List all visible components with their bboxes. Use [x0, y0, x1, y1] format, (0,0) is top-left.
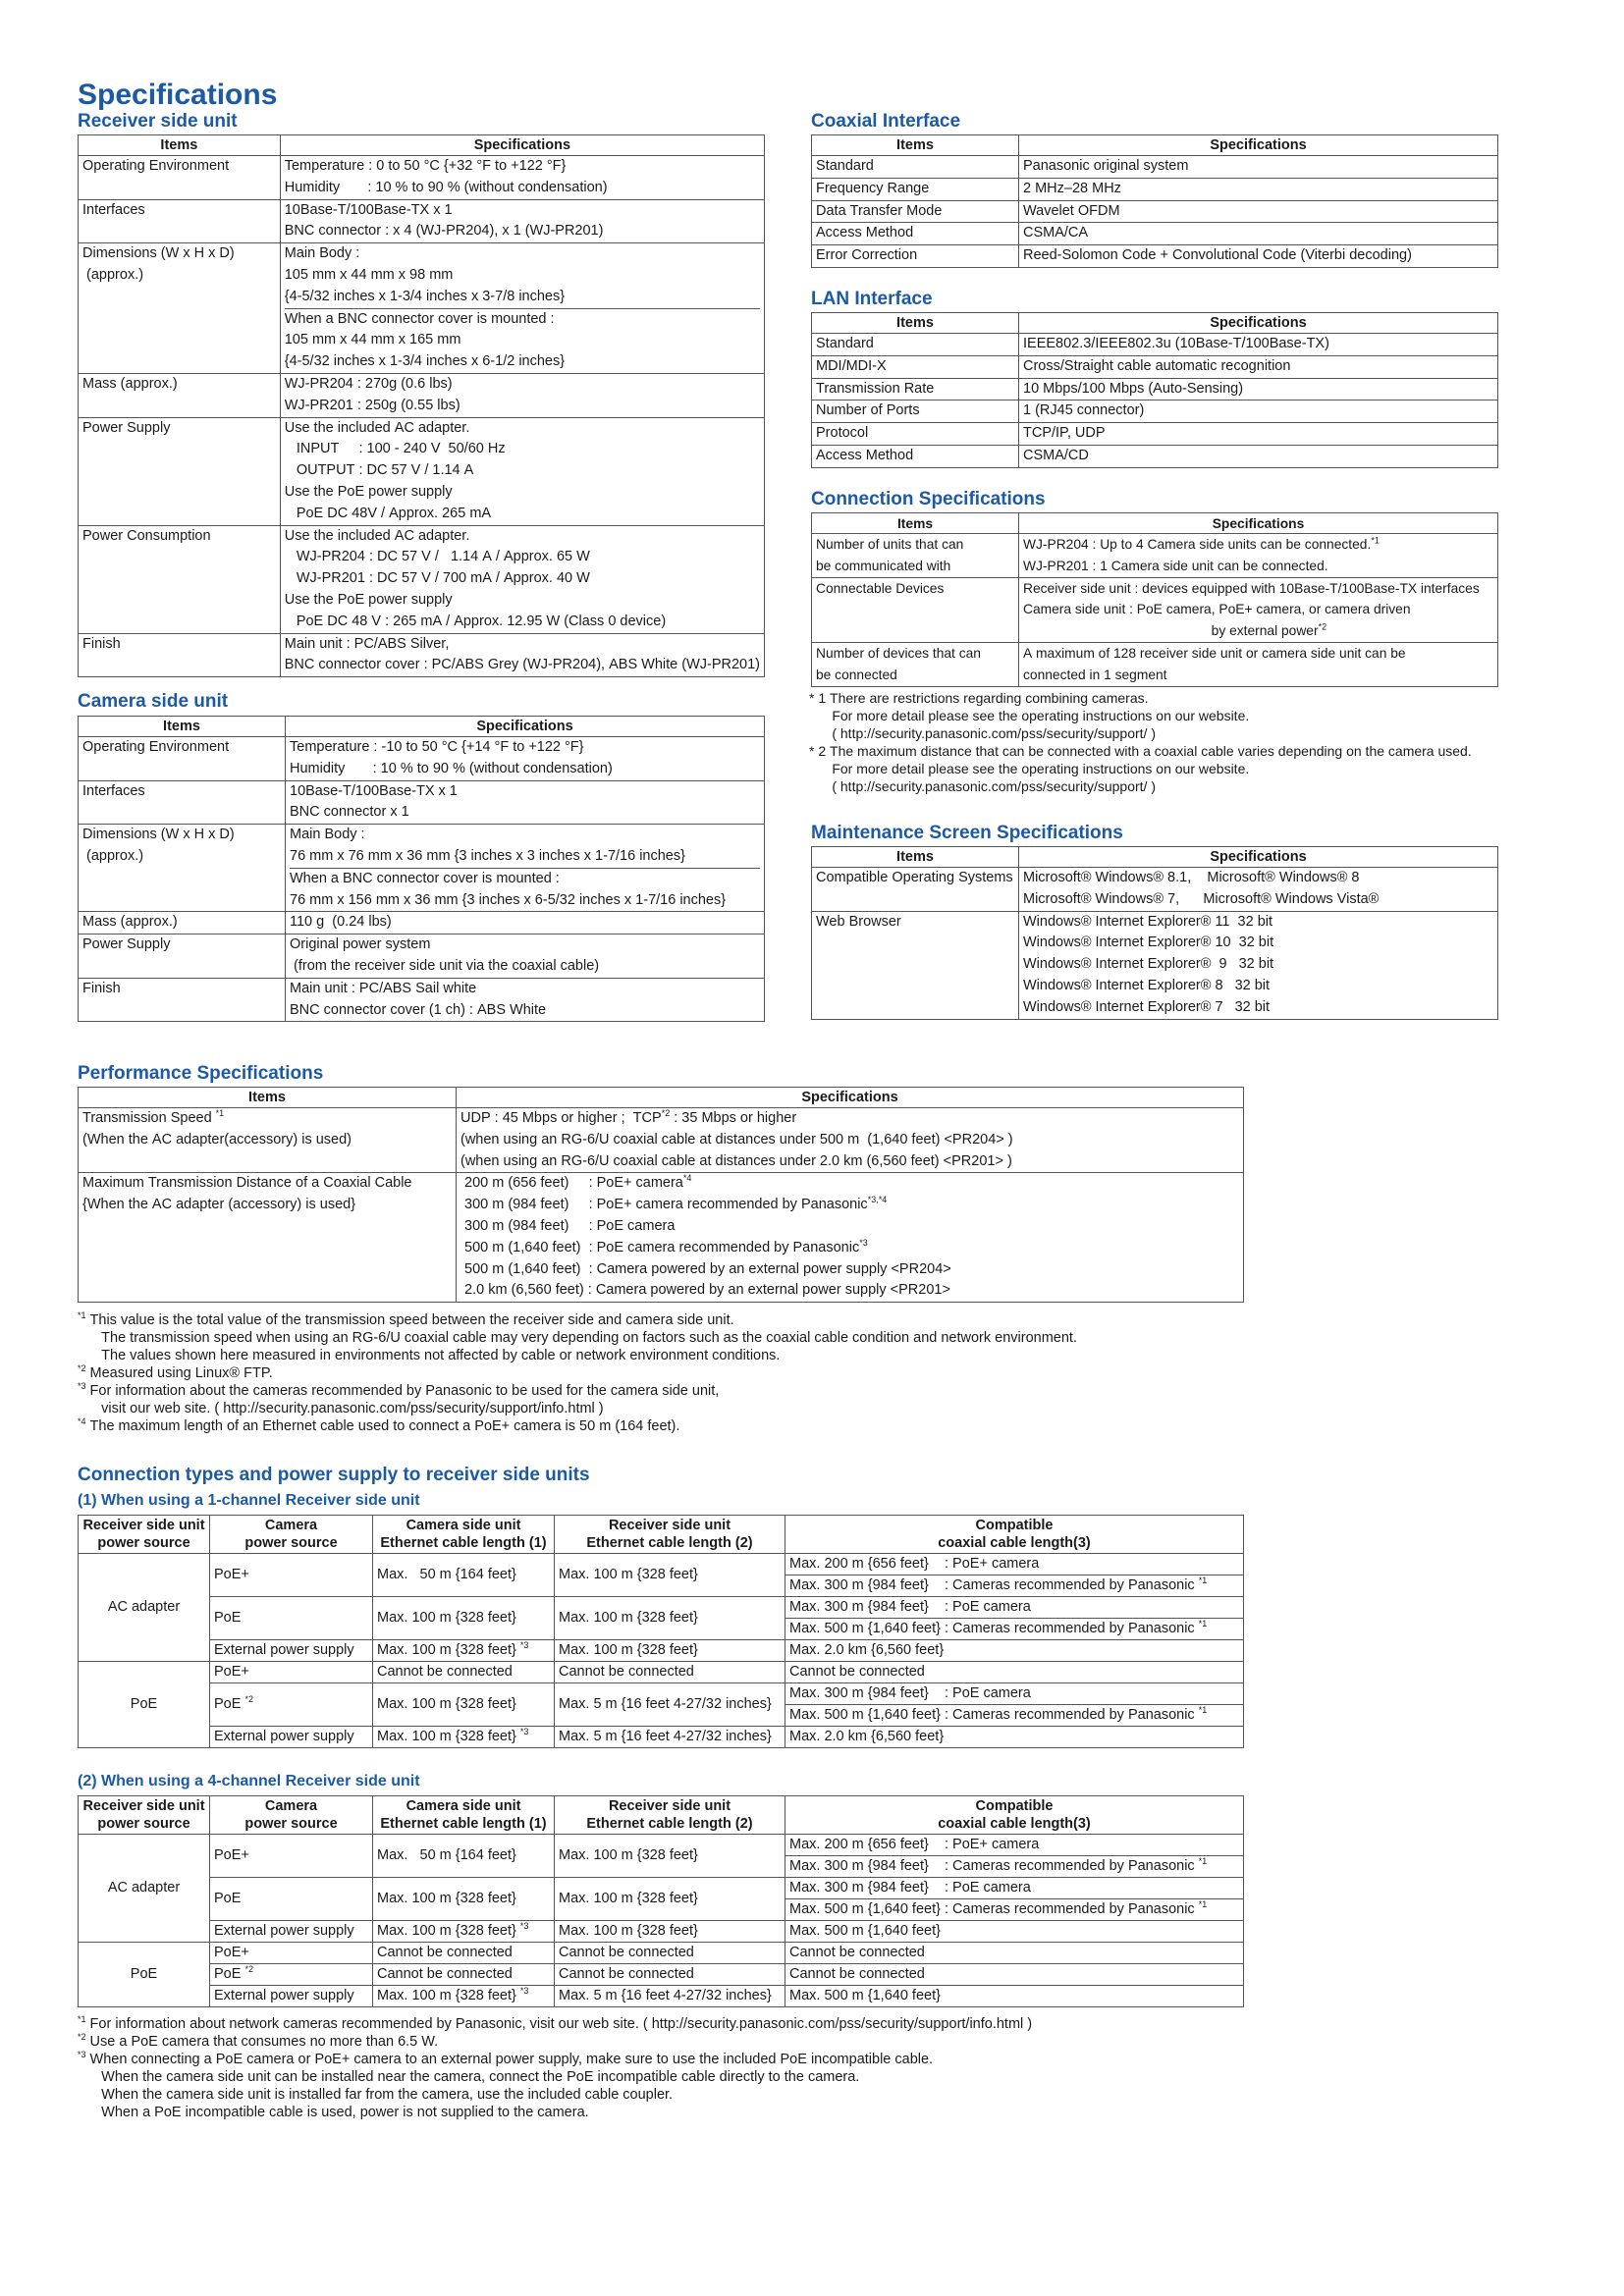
spec-value: UDP : 45 Mbps or higher ; TCP$^{*2}$ : 35 Mbps or higher (when using an RG-6/U coaxial cable at distances under 500 m (1,640 feet) <PR204> ) (when using an RG-6/U coaxial cable at distances under 2.0 km (6,560 feet) <PR201> )	[457, 1108, 1244, 1173]
note-line: The transmission speed when using an RG-6/U coaxial cable may very depending on factors such as the coaxial cable condition and network environment.	[78, 1330, 1077, 1346]
table-row	[812, 355, 1498, 378]
spec-item: Web Browser	[812, 911, 1019, 1019]
spec-value: Temperature : 0 to 50 °C {+32 °F to +122 °F} Humidity : 10 % to 90 % (without condensation)	[280, 156, 764, 200]
spec-item: MDI/MDI-X	[812, 355, 1019, 378]
table-row	[79, 1835, 1244, 1856]
note-line: ( http://security.panasonic.com/pss/security/support/ )	[809, 778, 1156, 794]
table-row	[812, 577, 1498, 642]
lan-heading: LAN Interface	[811, 289, 933, 309]
table-row	[79, 1986, 1244, 2007]
camera-power-cell: PoE+	[210, 1943, 373, 1964]
table-row	[812, 445, 1498, 467]
col-items-header: Items	[812, 513, 1019, 534]
spec-item: Number of Ports	[812, 400, 1019, 423]
spec-value: CSMA/CD	[1019, 445, 1498, 467]
spec-item: Power Supply	[79, 417, 281, 525]
eth1-cell: Max. 100 m {328 feet} $^{*3}$	[373, 1921, 555, 1943]
col-specs-header: Specifications	[280, 135, 764, 156]
spec-item: Connectable Devices	[812, 577, 1019, 642]
column-header: Compatible coaxial cable length(3)	[785, 1796, 1244, 1835]
spec-value: 2 MHz–28 MHz	[1019, 178, 1498, 200]
table-row	[79, 1921, 1244, 1943]
camera-power-cell: External power supply	[210, 1921, 373, 1943]
eth2-cell: Max. 100 m {328 feet}	[555, 1640, 785, 1662]
table-row	[79, 243, 765, 374]
eth2-cell: Max. 5 m {16 feet 4-27/32 inches}	[555, 1683, 785, 1727]
table-row	[79, 373, 765, 417]
camera-power-cell: PoE+	[210, 1662, 373, 1683]
table-row	[79, 1964, 1244, 1986]
spec-item: Access Method	[812, 223, 1019, 245]
note-line: visit our web site. ( http://security.panasonic.com/pss/security/support/info.html )	[78, 1401, 604, 1416]
eth1-cell: Cannot be connected	[373, 1943, 555, 1964]
spec-value: Main Body : 105 mm x 44 mm x 98 mm {4-5/32 inches x 1-3/4 inches x 3-7/8 inches} When a BNC connector cover is mounted : 105 mm x 44 mm x 165 mm {4-5/32 inches x 1-3/4 inches x 6-1/2 inches}	[280, 243, 764, 374]
maintenance-heading: Maintenance Screen Specifications	[811, 823, 1123, 843]
coax-cell: Max. 500 m {1,640 feet}	[785, 1921, 1244, 1943]
receiver-heading: Receiver side unit	[78, 111, 238, 132]
spec-value: 10Base-T/100Base-TX x 1 BNC connector : x 4 (WJ-PR204), x 1 (WJ-PR201)	[280, 199, 764, 243]
connection-heading: Connection Specifications	[811, 489, 1046, 509]
col-specs-header: Specifications	[1019, 313, 1498, 334]
spec-value: Panasonic original system	[1019, 156, 1498, 179]
one-channel-table	[78, 1515, 1244, 1748]
spec-item: Operating Environment	[79, 737, 286, 781]
column-header: Camera side unit Ethernet cable length (1)	[373, 1796, 555, 1835]
spec-value: Reed-Solomon Code + Convolutional Code (Viterbi decoding)	[1019, 245, 1498, 268]
table-row	[79, 1943, 1244, 1964]
spec-item: Data Transfer Mode	[812, 200, 1019, 223]
eth1-cell: Max. 100 m {328 feet}	[373, 1878, 555, 1921]
table-row	[79, 525, 765, 633]
table-row	[79, 1554, 1244, 1575]
performance-spec-table	[78, 1087, 1244, 1303]
column-header: Receiver side unit power source	[79, 1796, 210, 1835]
col-items-header: Items	[79, 1088, 457, 1108]
column-header: Camera side unit Ethernet cable length (1)	[373, 1516, 555, 1554]
note-line: $^{*3}$ When connecting a PoE camera or PoE+ camera to an external power supply, make sure to use the included PoE incompatible cable.	[78, 2050, 934, 2067]
spec-value: Wavelet OFDM	[1019, 200, 1498, 223]
column-header: Camera power source	[210, 1796, 373, 1835]
spec-item: Mass (approx.)	[79, 373, 281, 417]
coax-cell: Max. 300 m {984 feet} : PoE camera	[785, 1597, 1244, 1619]
table-row	[812, 534, 1498, 578]
spec-item: Mass (approx.)	[79, 912, 286, 934]
col-specs-header: Specifications	[457, 1088, 1244, 1108]
spec-value: Microsoft® Windows® 8.1, Microsoft® Windows® 8 Microsoft® Windows® 7, Microsoft® Windows Vista®	[1019, 868, 1498, 912]
four-channel-heading: (2) When using a 4-channel Receiver side unit	[78, 1773, 420, 1789]
table-row	[812, 223, 1498, 245]
coax-cell: Max. 2.0 km {6,560 feet}	[785, 1727, 1244, 1748]
spec-value: Main unit : PC/ABS Sail white BNC connector cover (1 ch) : ABS White	[286, 978, 765, 1022]
eth2-cell: Max. 5 m {16 feet 4-27/32 inches}	[555, 1986, 785, 2007]
table-row	[812, 400, 1498, 423]
note-line: $^{*2}$ Measured using Linux® FTP.	[78, 1363, 273, 1381]
eth2-cell: Cannot be connected	[555, 1943, 785, 1964]
column-header: Receiver side unit Ethernet cable length (2)	[555, 1516, 785, 1554]
eth1-cell: Max. 100 m {328 feet}	[373, 1597, 555, 1640]
coax-cell: Max. 500 m {1,640 feet} : Cameras recommended by Panasonic $^{*1}$	[785, 1619, 1244, 1640]
conn-types-heading: Connection types and power supply to receiver side units	[78, 1465, 590, 1485]
table-row	[79, 1597, 1244, 1619]
maintenance-spec-table	[811, 846, 1498, 1020]
spec-item: Transmission Rate	[812, 378, 1019, 400]
spec-value: Windows® Internet Explorer® 11 32 bit Windows® Internet Explorer® 10 32 bit Windows® Internet Explorer® 9 32 bit Windows® Internet Explorer® 8 32 bit Windows® Internet Explorer® 7 32 bit	[1019, 911, 1498, 1019]
table-row	[79, 633, 765, 677]
spec-item: Dimensions (W x H x D) (approx.)	[79, 243, 281, 374]
col-specs-header: Specifications	[1019, 847, 1498, 868]
coax-cell: Max. 500 m {1,640 feet} : Cameras recommended by Panasonic $^{*1}$	[785, 1899, 1244, 1921]
receiver-spec-table	[78, 134, 765, 677]
spec-value: Main Body : 76 mm x 76 mm x 36 mm {3 inches x 3 inches x 1-7/16 inches} When a BNC connector cover is mounted : 76 mm x 156 mm x 36 mm {3 inches x 6-5/32 inches x 1-7/16 inches}	[286, 825, 765, 912]
table-row	[79, 199, 765, 243]
eth1-cell: Max. 100 m {328 feet} $^{*3}$	[373, 1986, 555, 2007]
col-items-header: Items	[812, 847, 1019, 868]
col-items-header: Items	[79, 717, 286, 737]
spec-value: Cross/Straight cable automatic recognition	[1019, 355, 1498, 378]
eth2-cell: Max. 100 m {328 feet}	[555, 1597, 785, 1640]
spec-item: Interfaces	[79, 780, 286, 825]
coax-cell: Max. 500 m {1,640 feet}	[785, 1986, 1244, 2007]
power-source-cell: AC adapter	[79, 1835, 210, 1943]
col-items-header: Items	[812, 135, 1019, 156]
table-row	[79, 1683, 1244, 1705]
eth2-cell: Cannot be connected	[555, 1964, 785, 1986]
lan-spec-table	[811, 312, 1498, 468]
note-line: For more detail please see the operating instructions on our website.	[809, 708, 1250, 723]
col-specs-header: Specifications	[286, 717, 765, 737]
camera-spec-table	[78, 716, 765, 1022]
eth2-cell: Max. 100 m {328 feet}	[555, 1554, 785, 1597]
eth2-cell: Max. 5 m {16 feet 4-27/32 inches}	[555, 1727, 785, 1748]
note-line: $^{*3}$ For information about the cameras recommended by Panasonic to be used for the camera side unit,	[78, 1381, 720, 1399]
spec-item: Dimensions (W x H x D) (approx.)	[79, 825, 286, 912]
spec-value: Original power system (from the receiver side unit via the coaxial cable)	[286, 934, 765, 979]
spec-item: Maximum Transmission Distance of a Coaxial Cable {When the AC adapter (accessory) is used}	[79, 1173, 457, 1303]
table-row	[812, 378, 1498, 400]
note-line: $^{*2}$ Use a PoE camera that consumes no more than 6.5 W.	[78, 2032, 439, 2050]
camera-power-cell: External power supply	[210, 1986, 373, 2007]
eth2-cell: Max. 100 m {328 feet}	[555, 1921, 785, 1943]
table-row	[79, 156, 765, 200]
eth2-cell: Cannot be connected	[555, 1662, 785, 1683]
table-row	[812, 911, 1498, 1019]
spec-item: Number of devices that can be connected	[812, 642, 1019, 686]
table-row	[812, 245, 1498, 268]
connection-spec-table	[811, 512, 1498, 687]
power-source-cell: AC adapter	[79, 1554, 210, 1662]
camera-power-cell: PoE $^{*2}$	[210, 1964, 373, 1986]
table-row	[79, 1662, 1244, 1683]
spec-item: Power Supply	[79, 934, 286, 979]
eth2-cell: Max. 100 m {328 feet}	[555, 1878, 785, 1921]
four-channel-table	[78, 1795, 1244, 2007]
spec-value: A maximum of 128 receiver side unit or camera side unit can be connected in 1 segment	[1019, 642, 1498, 686]
power-source-cell: PoE	[79, 1662, 210, 1748]
spec-item: Number of units that can be communicated with	[812, 534, 1019, 578]
camera-power-cell: PoE	[210, 1597, 373, 1640]
column-header: Camera power source	[210, 1516, 373, 1554]
table-row	[79, 1173, 1244, 1303]
spec-item: Frequency Range	[812, 178, 1019, 200]
column-header: Compatible coaxial cable length(3)	[785, 1516, 1244, 1554]
table-row	[812, 178, 1498, 200]
spec-item: Standard	[812, 156, 1019, 179]
eth1-cell: Max. 50 m {164 feet}	[373, 1835, 555, 1878]
coax-cell: Max. 200 m {656 feet} : PoE+ camera	[785, 1554, 1244, 1575]
spec-item: Power Consumption	[79, 525, 281, 633]
note-line: The values shown here measured in environments not affected by cable or network environment conditions.	[78, 1348, 781, 1363]
eth1-cell: Cannot be connected	[373, 1964, 555, 1986]
table-row	[79, 737, 765, 781]
spec-value: Main unit : PC/ABS Silver, BNC connector cover : PC/ABS Grey (WJ-PR204), ABS White (WJ-PR201)	[280, 633, 764, 677]
note-line: When the camera side unit is installed far from the camera, use the included cable coupler.	[78, 2087, 674, 2103]
eth1-cell: Cannot be connected	[373, 1662, 555, 1683]
spec-item: Finish	[79, 633, 281, 677]
eth1-cell: Max. 100 m {328 feet}	[373, 1683, 555, 1727]
table-row	[812, 334, 1498, 356]
note-line: $^{*4}$ The maximum length of an Ethernet cable used to connect a PoE+ camera is 50 m (164 feet).	[78, 1416, 680, 1434]
table-row	[79, 1108, 1244, 1173]
coax-cell: Max. 500 m {1,640 feet} : Cameras recommended by Panasonic $^{*1}$	[785, 1705, 1244, 1727]
table-row	[812, 423, 1498, 446]
note-line: When the camera side unit can be installed near the camera, connect the PoE incompatible cable directly to the camera.	[78, 2069, 860, 2085]
spec-value: Use the included AC adapter. WJ-PR204 : DC 57 V / 1.14 A / Approx. 65 W WJ-PR201 : DC 57 V / 700 mA / Approx. 40 W Use the PoE power supply PoE DC 48 V : 265 mA / Approx. 12.95 W (Class 0 device)	[280, 525, 764, 633]
performance-notes	[78, 1311, 1077, 1435]
spec-value: 10Base-T/100Base-TX x 1 BNC connector x 1	[286, 780, 765, 825]
table-row	[812, 642, 1498, 686]
power-source-cell: PoE	[79, 1943, 210, 2007]
note-line: For more detail please see the operating instructions on our website.	[809, 761, 1250, 776]
eth1-cell: Max. 100 m {328 feet} $^{*3}$	[373, 1727, 555, 1748]
spec-value: 1 (RJ45 connector)	[1019, 400, 1498, 423]
coax-cell: Max. 300 m {984 feet} : Cameras recommended by Panasonic $^{*1}$	[785, 1856, 1244, 1878]
table-row	[79, 825, 765, 912]
conn-types-notes	[78, 2015, 1032, 2121]
spec-value: Use the included AC adapter. INPUT : 100 - 240 V 50/60 Hz OUTPUT : DC 57 V / 1.14 A Use the PoE power supply PoE DC 48V / Approx. 265 mA	[280, 417, 764, 525]
table-row	[79, 417, 765, 525]
coax-cell: Cannot be connected	[785, 1964, 1244, 1986]
spec-value: WJ-PR204 : Up to 4 Camera side units can be connected.$^{*1}$ WJ-PR201 : 1 Camera side unit can be connected.	[1019, 534, 1498, 578]
col-specs-header: Specifications	[1019, 513, 1498, 534]
table-row	[79, 934, 765, 979]
table-row	[79, 912, 765, 934]
note-line: $^{*1}$ This value is the total value of the transmission speed between the receiver side and camera side unit.	[78, 1310, 734, 1328]
coax-cell: Cannot be connected	[785, 1662, 1244, 1683]
spec-item: Operating Environment	[79, 156, 281, 200]
coax-cell: Max. 300 m {984 feet} : PoE camera	[785, 1878, 1244, 1899]
spec-value: 200 m (656 feet) : PoE+ camera$^{*4}$ 300 m (984 feet) : PoE+ camera recommended by Panasonic$^{*3,*4}$ 300 m (984 feet) : PoE camera 500 m (1,640 feet) : PoE camera recommended by Panasonic$^{*3}$ 500 m (1,640 feet) : Camera powered by an external power supply <PR204> 2.0 km (6,560 feet) : Camera powered by an external power supply <PR201>	[457, 1173, 1244, 1303]
note-line: * 1 There are restrictions regarding combining cameras.	[809, 690, 1149, 706]
table-row	[812, 868, 1498, 912]
table-row	[812, 200, 1498, 223]
coaxial-spec-table	[811, 134, 1498, 268]
coaxial-heading: Coaxial Interface	[811, 111, 961, 132]
coax-cell: Max. 200 m {656 feet} : PoE+ camera	[785, 1835, 1244, 1856]
note-line: $^{*1}$ For information about network cameras recommended by Panasonic, visit our web site. ( http://security.panasonic.com/pss/security/support/info.html )	[78, 2014, 1033, 2032]
camera-power-cell: PoE+	[210, 1554, 373, 1597]
spec-value: Receiver side unit : devices equipped with 10Base-T/100Base-TX interfaces Camera side unit : PoE camera, PoE+ camera, or camera driven by external power$^{*2}$	[1019, 577, 1498, 642]
performance-heading: Performance Specifications	[78, 1063, 324, 1084]
table-row	[79, 1640, 1244, 1662]
spec-item: Access Method	[812, 445, 1019, 467]
spec-item: Interfaces	[79, 199, 281, 243]
coax-cell: Max. 300 m {984 feet} : Cameras recommended by Panasonic $^{*1}$	[785, 1575, 1244, 1597]
note-line: When a PoE incompatible cable is used, power is not supplied to the camera.	[78, 2105, 589, 2120]
table-row	[79, 780, 765, 825]
table-row	[79, 978, 765, 1022]
note-line: * 2 The maximum distance that can be connected with a coaxial cable varies depending on the camera used.	[809, 743, 1472, 759]
spec-value: IEEE802.3/IEEE802.3u (10Base-T/100Base-TX)	[1019, 334, 1498, 356]
col-specs-header: Specifications	[1019, 135, 1498, 156]
eth1-cell: Max. 100 m {328 feet} $^{*3}$	[373, 1640, 555, 1662]
eth2-cell: Max. 100 m {328 feet}	[555, 1835, 785, 1878]
coax-cell: Cannot be connected	[785, 1943, 1244, 1964]
column-header: Receiver side unit Ethernet cable length (2)	[555, 1796, 785, 1835]
camera-power-cell: PoE $^{*2}$	[210, 1683, 373, 1727]
connection-notes	[809, 689, 1472, 795]
camera-power-cell: External power supply	[210, 1640, 373, 1662]
camera-power-cell: External power supply	[210, 1727, 373, 1748]
table-row	[79, 1727, 1244, 1748]
eth1-cell: Max. 50 m {164 feet}	[373, 1554, 555, 1597]
camera-power-cell: PoE	[210, 1878, 373, 1921]
coax-cell: Max. 300 m {984 feet} : PoE camera	[785, 1683, 1244, 1705]
spec-value: WJ-PR204 : 270g (0.6 lbs) WJ-PR201 : 250g (0.55 lbs)	[280, 373, 764, 417]
spec-item: Finish	[79, 978, 286, 1022]
page-title: Specifications	[78, 79, 278, 111]
column-header: Receiver side unit power source	[79, 1516, 210, 1554]
camera-heading: Camera side unit	[78, 691, 229, 712]
spec-value: CSMA/CA	[1019, 223, 1498, 245]
spec-value: Temperature : -10 to 50 °C {+14 °F to +122 °F} Humidity : 10 % to 90 % (without condensation)	[286, 737, 765, 781]
spec-item: Transmission Speed $^{*1}$ (When the AC adapter(accessory) is used)	[79, 1108, 457, 1173]
spec-item: Compatible Operating Systems	[812, 868, 1019, 912]
camera-power-cell: PoE+	[210, 1835, 373, 1878]
table-row	[812, 156, 1498, 179]
col-items-header: Items	[79, 135, 281, 156]
spec-item: Standard	[812, 334, 1019, 356]
coax-cell: Max. 2.0 km {6,560 feet}	[785, 1640, 1244, 1662]
spec-item: Error Correction	[812, 245, 1019, 268]
one-channel-heading: (1) When using a 1-channel Receiver side unit	[78, 1492, 420, 1509]
col-items-header: Items	[812, 313, 1019, 334]
table-row	[79, 1878, 1244, 1899]
spec-item: Protocol	[812, 423, 1019, 446]
spec-value: 110 g (0.24 lbs)	[286, 912, 765, 934]
note-line: ( http://security.panasonic.com/pss/security/support/ )	[809, 725, 1156, 741]
spec-value: 10 Mbps/100 Mbps (Auto-Sensing)	[1019, 378, 1498, 400]
spec-value: TCP/IP, UDP	[1019, 423, 1498, 446]
